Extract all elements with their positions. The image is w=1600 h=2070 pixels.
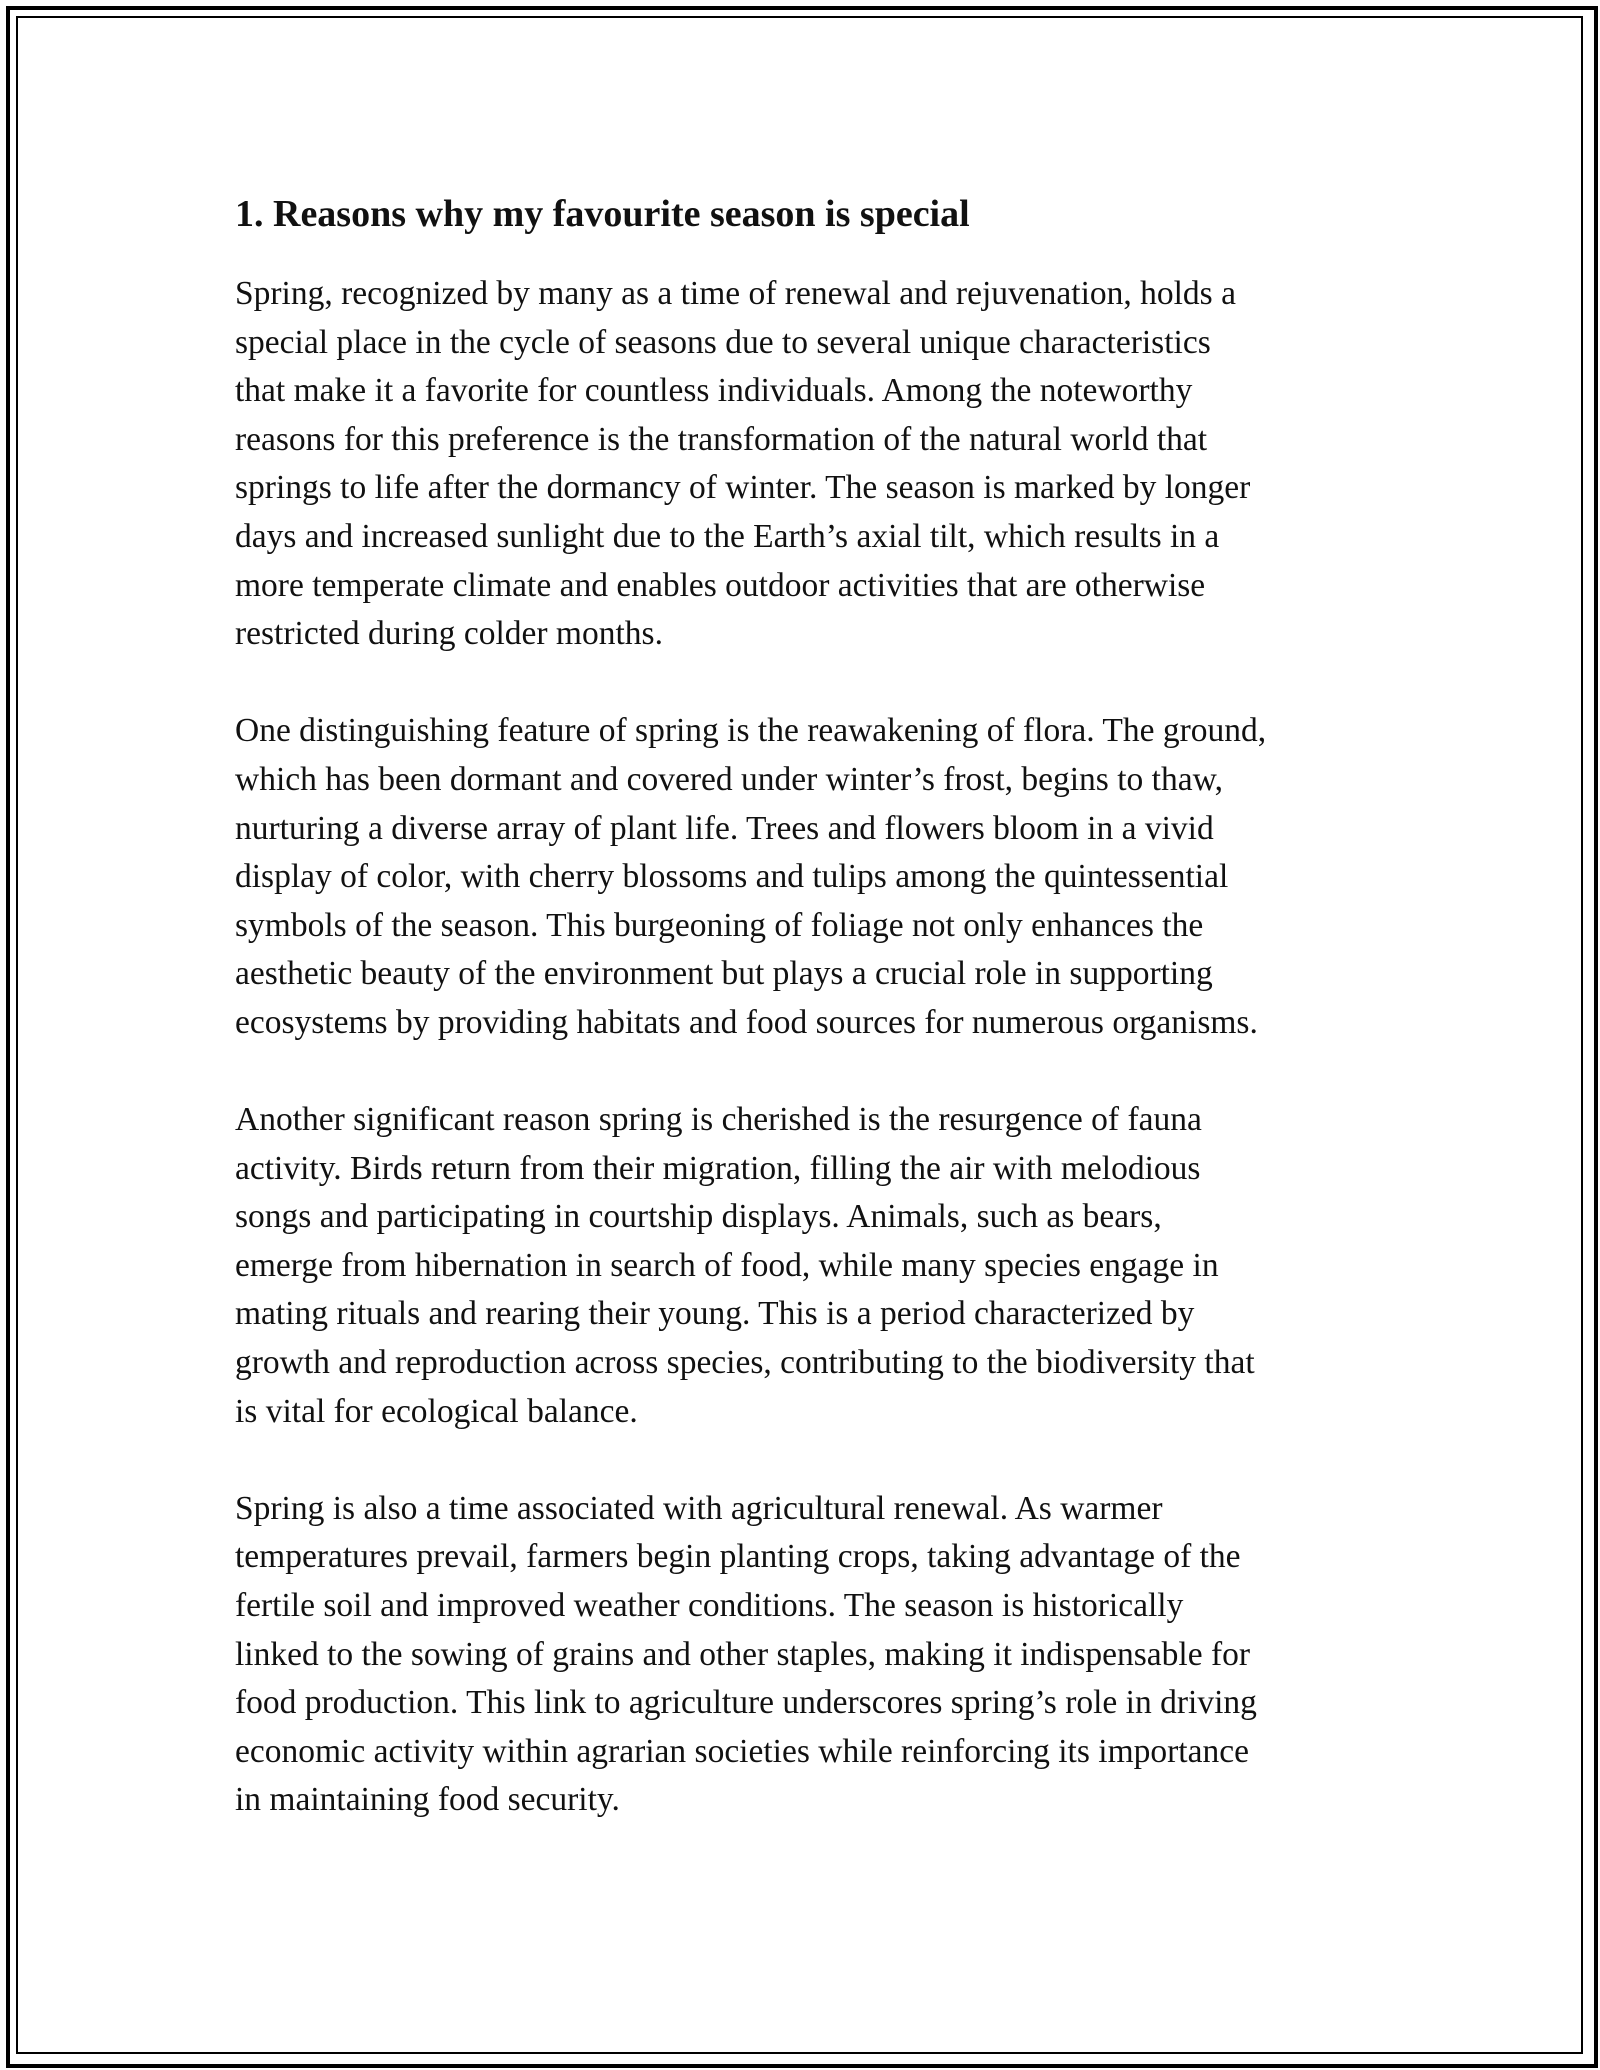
paragraph-line: nurturing a diverse array of plant life. Trees and flowers bloom in a vivid	[235, 809, 1214, 847]
paragraph	[235, 1485, 1395, 1825]
paragraph-line: Another significant reason spring is cherished is the resurgence of fauna	[235, 1101, 1202, 1139]
paragraph-line: One distinguishing feature of spring is the reawakening of flora. The ground,	[235, 712, 1267, 750]
document-body	[235, 186, 1395, 1874]
paragraph-line: mating rituals and rearing their young. This is a period characterized by	[235, 1295, 1195, 1333]
paragraph-line: ecosystems by providing habitats and food sources for numerous organisms.	[235, 1003, 1258, 1041]
paragraph-line: special place in the cycle of seasons due to several unique characteristics	[235, 323, 1211, 361]
paragraph-line: in maintaining food security.	[235, 1781, 620, 1819]
paragraph-line: emerge from hibernation in search of food, while many species engage in	[235, 1246, 1219, 1284]
paragraph-line: temperatures prevail, farmers begin planting crops, taking advantage of the	[235, 1538, 1241, 1576]
paragraph-line: activity. Birds return from their migration, filling the air with melodious	[235, 1149, 1201, 1187]
paragraph-line: growth and reproduction across species, contributing to the biodiversity that	[235, 1344, 1255, 1382]
paragraph-line: Spring is also a time associated with agricultural renewal. As warmer	[235, 1489, 1163, 1527]
paragraph-line: which has been dormant and covered under winter’s frost, begins to thaw,	[235, 760, 1223, 798]
paragraph-line: is vital for ecological balance.	[235, 1392, 638, 1430]
paragraph	[235, 270, 1395, 659]
paragraph-line: economic activity within agrarian societies while reinforcing its importance	[235, 1732, 1249, 1770]
paragraph-line: songs and participating in courtship displays. Animals, such as bears,	[235, 1198, 1162, 1236]
paragraph-line: that make it a favorite for countless individuals. Among the noteworthy	[235, 372, 1193, 410]
paragraph-line: days and increased sunlight due to the Earth’s axial tilt, which results in a	[235, 517, 1220, 555]
paragraph-line: Spring, recognized by many as a time of renewal and rejuvenation, holds a	[235, 275, 1236, 312]
paragraph	[235, 1096, 1395, 1436]
paragraph	[235, 707, 1395, 1047]
paragraph-line: food production. This link to agriculture underscores spring’s role in driving	[235, 1684, 1257, 1722]
paragraph-line: restricted during colder months.	[235, 615, 663, 653]
paragraph-list	[235, 270, 1395, 1825]
paragraph-line: fertile soil and improved weather conditions. The season is historically	[235, 1587, 1184, 1625]
paragraph-line: reasons for this preference is the transformation of the natural world that	[235, 420, 1208, 458]
paragraph-line: aesthetic beauty of the environment but plays a crucial role in supporting	[235, 955, 1213, 993]
paragraph-line: linked to the sowing of grains and other staples, making it indispensable for	[235, 1635, 1251, 1673]
section-title: 1. Reasons why my favourite season is special	[235, 193, 970, 235]
paragraph-line: symbols of the season. This burgeoning of foliage not only enhances the	[235, 906, 1204, 944]
paragraph-line: display of color, with cherry blossoms and tulips among the quintessential	[235, 858, 1229, 896]
paragraph-line: springs to life after the dormancy of winter. The season is marked by longer	[235, 469, 1251, 507]
paragraph-line: more temperate climate and enables outdoor activities that are otherwise	[235, 566, 1206, 604]
